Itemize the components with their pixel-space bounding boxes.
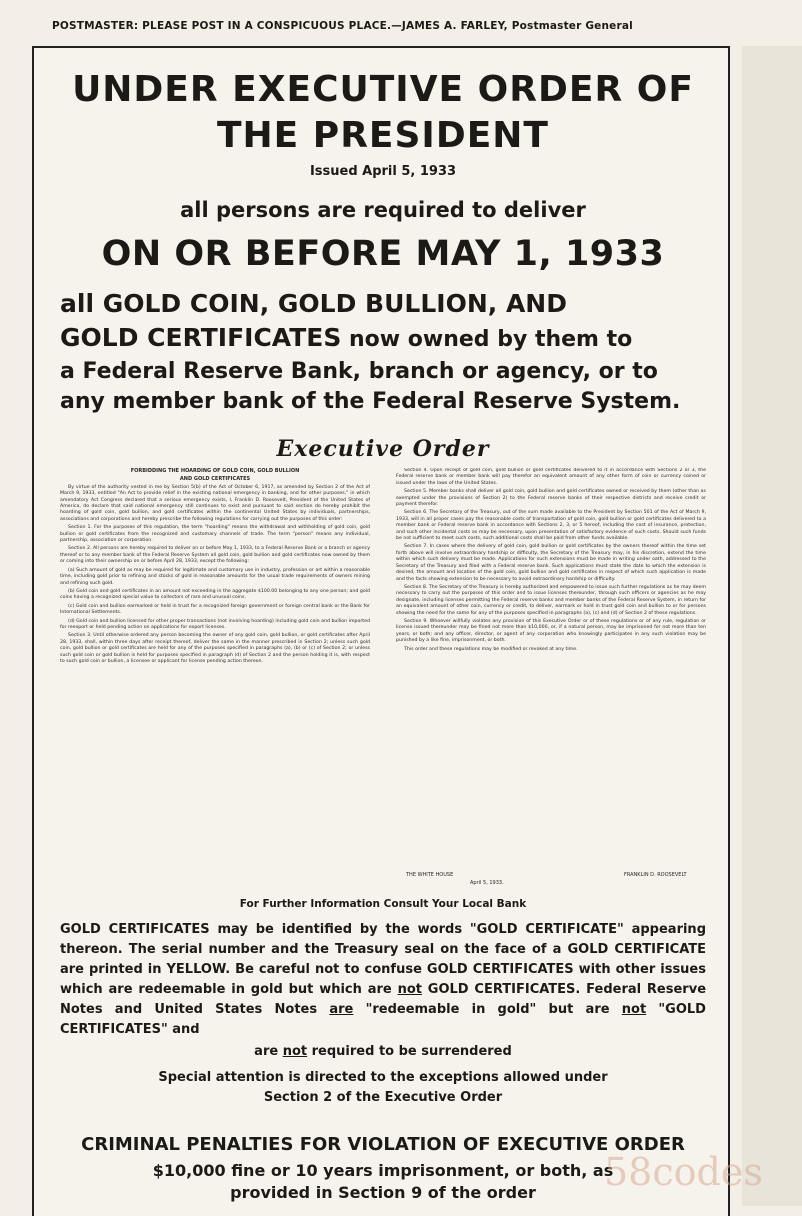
order-paragraph: This order and these regulations may be modified or revoked at any time. [404,646,578,652]
title-line-2: THE PRESIDENT [217,115,549,156]
order-paragraph: (d) Gold coin and bullion licensed for other proper transactions (not involving hoarding) including gold coin and bullion imported for reexport or held pending action on applications for export licenses. [60,618,370,630]
gold-line-3: a Federal Reserve Bank, branch or agency, or to [60,359,658,384]
left-column-heading-2: AND GOLD CERTIFICATES [179,476,251,483]
gold-certificates-emphasis: GOLD CERTIFICATES [60,323,342,352]
left-column-heading-1: FORBIDDING THE HOARDING OF GOLD COIN, GOLD BULLION [130,468,300,474]
order-paragraph: (b) Gold coin and gold certificates in an amount not exceeding in the aggregate $100.00 belonging to any one person; and gold coins having a recognized special value to collectors of rare and unusual coins. [60,588,370,601]
issued-date: Issued April 5, 1933 [309,164,457,179]
deadline-heading: ON OR BEFORE MAY 1, 1933 [101,234,665,274]
notice-text: GOLD CERTIFICATES may be identified by the words "GOLD CERTIFICATE" appearing thereon. The serial number and the Treasury seal on the face of a GOLD CERTIFICATE are printed in YELLOW. Be careful not to confuse GOLD CERTIFICATES with other issues which are redeemable in gold but which are [60,922,706,997]
notice-text: "redeemable in gold" but are [353,1002,622,1017]
order-paragraph: Section 5. Member banks shall deliver all gold coin, gold bullion and gold certificates owned or received by them (other than as exempted under the provisions of Section 2) to the Federal reserve banks of their respective districts and receive credit or payment therefor. [396,489,706,508]
notice-emphasis: not [397,982,422,997]
special-attention-line-1: Special attention is directed to the exceptions allowed under [158,1070,608,1085]
gold-line-2-rest: now owned by them to [349,327,633,352]
notice-emphasis: not [621,1002,647,1017]
not-required-line [34,1042,732,1062]
penalty-line-2: provided in Section 9 of the order [230,1183,536,1202]
order-paragraph: (a) Such amount of gold as may be required for legitimate and customary use in industry, profession or art within a reasonable time, including gold prior to refining and stocks of gold in reasonable amounts for the usual trade requirements of owners mining and refining such gold. [60,567,370,586]
watermark-text: 58codes [604,1150,763,1194]
order-right-column [396,468,706,854]
order-paragraph: Section 3. Until otherwise ordered any person becoming the owner of any gold coin, gold bullion, or gold certificates after April 28, 1933, shall, within three days after receipt thereof, deliver the same in the manner prescribed in Section 2; unless such gold coin, gold bullion or gold certificates are held for any of the purposes specified in paragraphs (a), (b) or (c) of Section 2; or unless such gold coin or gold bullion is held for purposes specified in paragraph (d) of Section 2 and the person holding it is, with respect to such gold coin or bullion, a licensee or applicant for license pending action thereon. [60,633,370,664]
deliver-line: all persons are required to deliver [180,198,586,222]
order-paragraph: Section 2. All persons are hereby required to deliver on or before May 1, 1933, to a Federal Reserve Bank or a branch or agency thereof or to any member bank of the Federal Reserve System all gold coin, gold bullion and gold certificates now owned by them or coming into their ownership on or before April 28, 1933, except the following: [60,546,370,565]
order-paragraph: Section 1. For the purposes of this regulation, the term "hoarding" means the withdrawal and withholding of gold coin, gold bullion or gold certificates from the recognized and customary channels of trade. The term "person" means any individual, partnership, association or corporation. [60,525,370,544]
consult-bank-line: For Further Information Consult Your Local Bank [239,898,527,910]
not-required-text: are [254,1044,283,1059]
gold-certificate-notice [60,920,706,1040]
criminal-penalties-heading: CRIMINAL PENALTIES FOR VIOLATION OF EXECUTIVE ORDER [81,1134,685,1155]
order-left-column [60,468,370,890]
gold-line-4: any member bank of the Federal Reserve System. [60,389,681,414]
adjacent-page-edge [742,46,802,1206]
special-attention-line-2: Section 2 of the Executive Order [263,1090,503,1105]
order-paragraph: Section 9. Whoever willfully violates any provision of this Executive Order or of these regulations or of any rule, regulation or license issued thereunder may be fined not more than $10,000, or, if a natural person, may be imprisoned for not more than ten years, or both; and any officer, director, or agent of any corporation who knowingly participates in any such violation may be punished by a like fine, imprisonment, or both. [396,618,706,644]
order-paragraph: (c) Gold coin and bullion earmarked or held in trust for a recognized foreign government or foreign central bank or the Bank for International Settlements. [60,603,370,616]
signature-place: THE WHITE HOUSE [406,872,454,878]
signature-date: April 5, 1933. [470,880,504,886]
notice-emphasis: are [329,1002,354,1017]
signer-name: FRANKLIN D. ROOSEVELT [624,872,687,878]
notice-text: GOLD CERTIFICATES. Federal Reserve Notes and United States Notes [60,982,707,1017]
notice-text: "GOLD CERTIFICATES" and [60,1002,706,1037]
gold-line-2 [60,324,720,354]
executive-order-heading: Executive Order [276,436,490,462]
order-paragraph: Section 7. In cases where the delivery of gold coin, gold bullion or gold certificates by the owners thereof within the time set forth above will involve extraordinary hardship or difficulty, the Secretary of the Treasury may, in his discretion, extend the time within which such delivery must be made. Applications for such extensions must be made in writing under oath, addressed to the Secretary of the Treasury and filed with a Federal reserve bank. Such applications must state the date to which the extension is desired, the amount and location of the gold coin, gold bullion and gold certificates in respect of which such application is made and the facts showing extension to be necessary to avoid extraordinary hardship or difficulty. [396,544,706,582]
order-paragraph: By virtue of the authority vested in me by Section 5(b) of the Act of October 6, 1917, as amended by Section 2 of the Act of March 9, 1933, entitled "An Act to provide relief in the existing national emergency in banking, and for other purposes," in which amendatory Act Congress declared that a serious emergency exists, I, Franklin D. Roosevelt, President of the United States of America, do declare that said national emergency still continues to exist and pursuant to said section do hereby prohibit the hoarding of gold coin, gold bullion, and gold certificates within the continental United States by individuals, partnerships, associations and corporations and hereby prescribe the following regulations for carrying out the purposes of this order: [60,484,370,522]
order-paragraph: Section 4. Upon receipt of gold coin, gold bullion or gold certificates delivered to it in accordance with Sections 2 or 3, the Federal reserve bank or member bank will pay therefor an equivalent amount of any other form of coin or currency coined or issued under the laws of the United States. [396,468,706,486]
title-line-1: UNDER EXECUTIVE ORDER OF [72,69,694,110]
not-required-emphasis: not [282,1044,308,1059]
penalty-line-1: $10,000 fine or 10 years imprisonment, or both, as [152,1161,614,1180]
order-paragraph: Section 6. The Secretary of the Treasury, out of the sum made available to the President by Section 501 of the Act of March 9, 1933, will in all proper cases pay the reasonable costs of transportation of gold coin, gold bullion or gold certificates delivered to a member bank or Federal reserve bank in accordance with Sections 2, 3, or 5 hereof, including the cost of insurance, protection, and such other incidental costs as may be necessary, upon presentation of satisfactory evidence of such costs. Should such funds be not sufficient to meet such costs, such additional costs shall be paid from other funds available. [396,510,706,542]
postmaster-notice: POSTMASTER: PLEASE POST IN A CONSPICUOUS PLACE.—JAMES A. FARLEY, Postmaster General [52,20,633,32]
gold-line-1: all GOLD COIN, GOLD BULLION, AND [60,289,567,318]
not-required-text: required to be surrendered [307,1044,512,1059]
order-paragraph: Section 8. The Secretary of the Treasury is hereby authorized and empowered to issue such further regulations as he may deem necessary to carry out the purposes of this order and to issue licenses thereunder, through such officers or agencies as he may designate, including licenses permitting the Federal reserve banks and member banks of the Federal Reserve System, in return for an equivalent amount of other coin, currency or credit, to deliver, earmark or hold in trust gold coin and bullion to or for persons showing the need for the same for any of the purposes specified in paragraphs (a), (c) and (d) of Section 2 of these regulations. [396,584,706,616]
poster-sheet [32,46,730,1216]
